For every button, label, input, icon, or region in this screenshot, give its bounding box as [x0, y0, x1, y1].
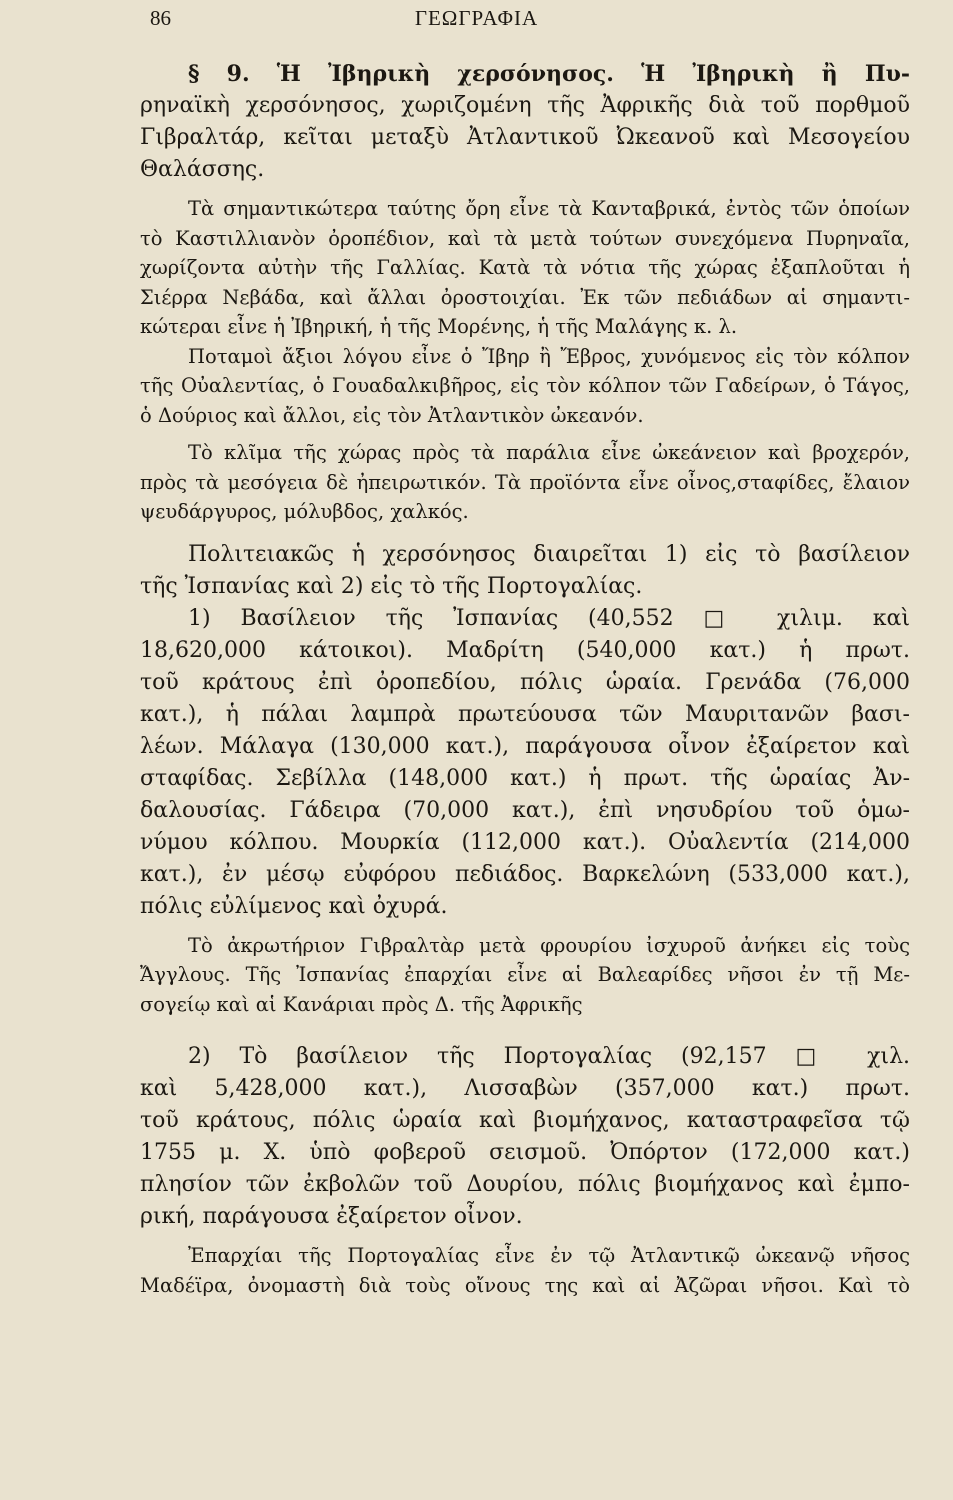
- text-line: 1) Βασίλειον τῆς Ἰσπανίας (40,552 □ χιλιμ. καὶ: [188, 605, 910, 631]
- text-line: τῆς Ἰσπανίας καὶ 2) εἰς τὸ τῆς Πορτογαλίας.: [140, 573, 643, 599]
- paragraph-provinces: [140, 1241, 910, 1300]
- text-line: Τὸ κλῖμα τῆς χώρας πρὸς τὰ παράλια εἶνε ὠκεάνειον καὶ βροχερόν,: [188, 441, 910, 464]
- paragraph-division: [140, 539, 910, 603]
- page-number: 86: [150, 6, 171, 30]
- paragraph-rivers: [140, 342, 910, 431]
- text-line: κατ.), ἡ πάλαι λαμπρὰ πρωτεύουσα τῶν Μαυριτανῶν βασι-: [140, 701, 910, 727]
- paragraph-climate: [140, 438, 910, 527]
- text-line: σταφίδας. Σεβίλλα (148,000 κατ.) ἡ πρωτ. τῆς ὡραίας Ἀν-: [140, 765, 910, 791]
- text-line: Ποταμοὶ ἄξιοι λόγου εἶνε ὁ Ἴβηρ ἢ Ἔβρος, χυνόμενος εἰς τὸν κόλπον: [188, 344, 910, 368]
- text-line: Γιβραλτάρ, κεῖται μεταξὺ Ἀτλαντικοῦ Ὠκεανοῦ καὶ Μεσογείου: [140, 125, 910, 150]
- text-line: τοῦ κράτους, πόλις ὡραία καὶ βιομήχανος, καταστραφεῖσα τῷ: [140, 1108, 910, 1133]
- text-line: κατ.), ἐν μέσῳ εὐφόρου πεδιάδος. Βαρκελώνη (533,000 κατ.),: [140, 861, 910, 887]
- text-line: τὸ Καστιλλιανὸν ὀροπέδιον, καὶ τὰ μετὰ τούτων συνεχόμενα Πυρηναῖα,: [140, 226, 910, 250]
- text-line: Τὰ σημαντικώτερα ταύτης ὄρη εἶνε τὰ Κανταβρικά, ἐντὸς τῶν ὁποίων: [188, 197, 910, 220]
- text-line: Τὸ ἀκρωτήριον Γιβραλτὰρ μετὰ φρουρίου ἰσχυροῦ ἀνήκει εἰς τοὺς: [188, 933, 910, 957]
- text-line: Σιέρρα Νεβάδα, καὶ ἄλλαι ὀροστοιχίαι. Ἐκ τῶν πεδιάδων αἱ σημαντι-: [140, 285, 910, 309]
- running-title: ΓΕΩΓΡΑΦΙΑ: [414, 6, 539, 30]
- text-line: τῆς Οὐαλεντίας, ὁ Γουαδαλκιβῆρος, εἰς τὸν κόλπον τῶν Γαδείρων, ὁ Τάγος,: [140, 374, 910, 397]
- text-line: Ἐπαρχίαι τῆς Πορτογαλίας εἶνε ἐν τῷ Ἀτλαντικῷ ὠκεανῷ νῆσος: [188, 1244, 910, 1267]
- text-line: σογείῳ καὶ αἱ Κανάριαι πρὸς Δ. τῆς Ἀφρικῆς: [140, 992, 583, 1016]
- text-line: νύμου κόλπου. Μουρκία (112,000 κατ.). Οὐαλεντία (214,000: [140, 829, 910, 855]
- text-line: 2) Τὸ βασίλειον τῆς Πορτογαλίας (92,157 □ χιλ.: [188, 1044, 910, 1069]
- paragraph-portugal: [140, 1041, 910, 1233]
- text-line: καὶ 5,428,000 κατ.), Λισσαβὼν (357,000 κατ.) πρωτ.: [140, 1076, 910, 1101]
- text-line: § 9. Ἡ Ἰβηρικὴ χερσόνησος. Ἡ Ἰβηρικὴ ἢ Πυ-: [188, 61, 910, 87]
- text-line: 18,620,000 κάτοικοι). Μαδρίτη (540,000 κατ.) ἡ πρωτ.: [140, 637, 910, 663]
- text-line: ὁ Δούριος καὶ ἄλλοι, εἰς τὸν Ἀτλαντικὸν ὠκεανόν.: [140, 403, 644, 427]
- text-line: τοῦ κράτους ἐπὶ ὀροπεδίου, πόλις ὡραία. Γρενάδα (76,000: [140, 669, 910, 695]
- text-line: ψευδάργυρος, μόλυβδος, χαλκός.: [140, 500, 469, 523]
- paragraph-intro: [140, 58, 910, 186]
- text-line: πρὸς τὰ μεσόγεια δὲ ἠπειρωτικόν. Τὰ προϊόντα εἶνε οἶνος,σταφίδες, ἔλαιον: [140, 470, 910, 494]
- text-line: Μαδέϊρα, ὀνομαστὴ διὰ τοὺς οἴνους της καὶ αἱ Ἀζῶραι νῆσοι. Καὶ τὸ: [140, 1273, 910, 1297]
- paragraph-spain: [140, 603, 910, 923]
- text-line: ρική, παράγουσα ἐξαίρετον οἶνον.: [140, 1204, 523, 1229]
- text-line: πλησίον τῶν ἐκβολῶν τοῦ Δουρίου, πόλις βιομήχανος καὶ ἐμπο-: [140, 1172, 910, 1197]
- text-line: Θαλάσσης.: [140, 157, 265, 182]
- text-line: ρηναϊκὴ χερσόνησος, χωριζομένη τῆς Ἀφρικῆς διὰ τοῦ πορθμοῦ: [140, 93, 910, 118]
- text-line: Ἄγγλους. Τῆς Ἰσπανίας ἐπαρχίαι εἶνε αἱ Βαλεαρίδες νῆσοι ἐν τῇ Με-: [140, 963, 910, 986]
- paragraph-gibraltar: [140, 931, 910, 1020]
- text-line: 1755 μ. Χ. ὑπὸ φοβεροῦ σεισμοῦ. Ὀπόρτον (172,000 κατ.): [140, 1140, 910, 1165]
- text-line: λέων. Μάλαγα (130,000 κατ.), παράγουσα οἶνον ἐξαίρετον καὶ: [140, 733, 910, 759]
- text-line: πόλις εὐλίμενος καὶ ὀχυρά.: [140, 893, 448, 919]
- text-line: Πολιτειακῶς ἡ χερσόνησος διαιρεῖται 1) εἰς τὸ βασίλειον: [188, 541, 910, 567]
- text-line: χωρίζοντα αὐτὴν τῆς Γαλλίας. Κατὰ τὰ νότια τῆς χώρας ἐξαπλοῦται ἡ: [140, 256, 910, 279]
- paragraph-mountains: [140, 194, 910, 342]
- running-header: [0, 6, 953, 40]
- page-body: [140, 58, 910, 1300]
- text-line: κώτεραι εἶνε ἡ Ἰβηρική, ἡ τῆς Μορένης, ἡ τῆς Μαλάγης κ. λ.: [140, 315, 738, 338]
- text-line: δαλουσίας. Γάδειρα (70,000 κατ.), ἐπὶ νησυδρίου τοῦ ὁμω-: [140, 797, 910, 823]
